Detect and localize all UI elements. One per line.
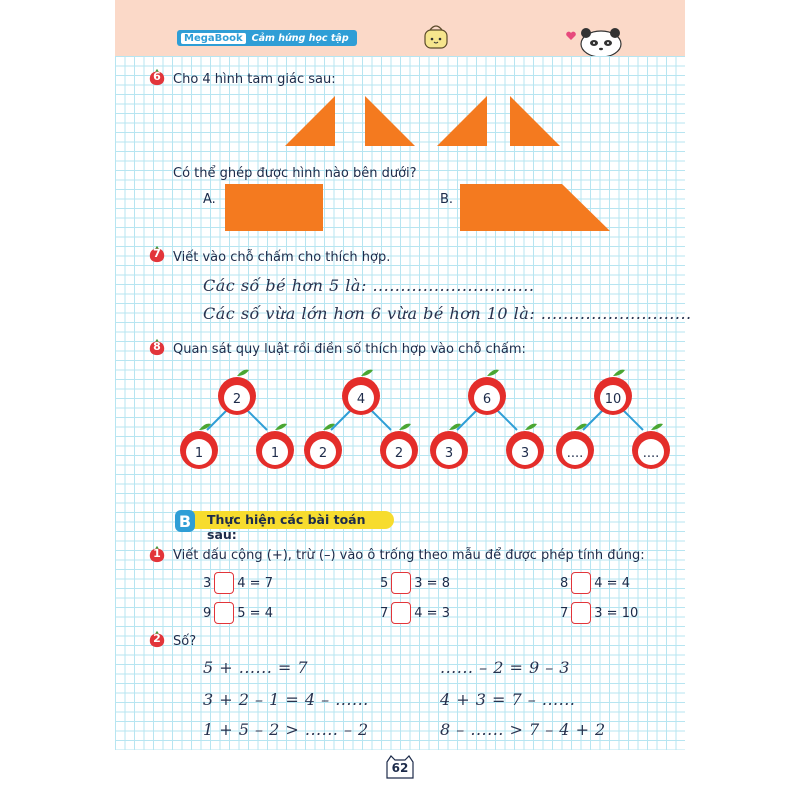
apple-number: 10 [604, 392, 622, 407]
tree-branch [583, 408, 605, 430]
question-prompt: Viết vào chỗ chấm cho thích hợp. [173, 250, 391, 265]
operand: 3 [203, 575, 212, 591]
apple [632, 424, 670, 469]
trapezoid-shape [460, 184, 612, 232]
apple [218, 370, 256, 415]
operator-answer-box[interactable] [391, 602, 411, 624]
operand: 9 [203, 605, 212, 621]
apple-number: .... [642, 446, 660, 461]
operator-equation [380, 602, 450, 624]
operator-answer-box[interactable] [571, 602, 591, 624]
operator-equation [203, 602, 273, 624]
triangle-shape [510, 96, 560, 146]
panda-icon [577, 22, 627, 56]
triangle-shape [437, 96, 487, 146]
triangle-shape [365, 96, 415, 146]
brand-banner [177, 30, 357, 46]
apple-number: 2 [394, 446, 404, 461]
apple-number: 1 [270, 446, 280, 461]
apple-number: .... [566, 446, 584, 461]
operator-answer-box[interactable] [214, 602, 234, 624]
option-label-b: B. [440, 192, 454, 207]
operator-equation [380, 572, 450, 594]
rectangle-shape [225, 184, 323, 231]
equation-remainder: 4 = 3 [414, 605, 450, 621]
apple [180, 424, 218, 469]
tree-branch [207, 408, 229, 430]
apple-number: 1 [194, 446, 204, 461]
tree-branch [457, 408, 479, 430]
operand: 7 [560, 605, 569, 621]
apple-number: 3 [444, 446, 454, 461]
math-expression[interactable]: 1 + 5 – 2 > ...... – 2 [203, 720, 369, 739]
equation-remainder: 5 = 4 [237, 605, 273, 621]
math-expression[interactable]: 4 + 3 = 7 – ...... [440, 690, 576, 709]
apple-tree [553, 366, 673, 476]
equation-remainder: 4 = 7 [237, 575, 273, 591]
equation-remainder: 3 = 10 [594, 605, 639, 621]
brand-logo: MegaBook [181, 33, 246, 44]
section-b-icon [173, 508, 199, 534]
option-label-a: A. [203, 192, 216, 207]
fill-line: Các số bé hơn 5 là: ............................. [203, 276, 535, 295]
question-number: 1 [153, 547, 161, 560]
bag-mascot-icon [422, 22, 452, 52]
question-prompt: Số? [173, 634, 197, 649]
tree-branch [621, 408, 643, 430]
question-number: 6 [153, 70, 161, 83]
apple [430, 424, 468, 469]
operand: 5 [380, 575, 389, 591]
apple [256, 424, 294, 469]
apple-number: 4 [356, 392, 366, 407]
triangle-shape [285, 96, 335, 146]
tree-branch [245, 408, 267, 430]
operator-equation [560, 602, 638, 624]
apple [506, 424, 544, 469]
equation-remainder: 3 = 8 [414, 575, 450, 591]
apple [556, 424, 594, 469]
operator-answer-box[interactable] [571, 572, 591, 594]
math-expression[interactable]: 5 + ...... = 7 [203, 658, 309, 677]
tree-branch [331, 408, 353, 430]
question-number: 8 [153, 340, 161, 353]
triangle-shapes [285, 96, 595, 148]
apple [304, 424, 342, 469]
apple [342, 370, 380, 415]
tree-branch [369, 408, 391, 430]
section-header [173, 508, 393, 542]
operator-equation [203, 572, 273, 594]
equation-remainder: 4 = 4 [594, 575, 630, 591]
operator-answer-box[interactable] [214, 572, 234, 594]
apple-tree [301, 366, 421, 476]
apple-number: 2 [232, 392, 242, 407]
apple [594, 370, 632, 415]
tree-branch [495, 408, 517, 430]
question-prompt: Quan sát quy luật rồi điền số thích hợp vào chỗ chấm: [173, 342, 526, 357]
math-expression[interactable]: 8 – ...... > 7 – 4 + 2 [440, 720, 606, 739]
workbook-page [115, 0, 692, 800]
apple-tree [177, 366, 297, 476]
math-expression[interactable]: ...... – 2 = 9 – 3 [440, 658, 570, 677]
apple [380, 424, 418, 469]
question-text: Có thể ghép được hình nào bên dưới? [173, 166, 417, 181]
section-title: Thực hiện các bài toán sau: [207, 512, 366, 542]
brand-slogan: Cảm hứng học tập [251, 32, 349, 44]
apple-number: 6 [482, 392, 492, 407]
operand: 7 [380, 605, 389, 621]
math-expression[interactable]: 3 + 2 – 1 = 4 – ...... [203, 690, 369, 709]
apple-number: 2 [318, 446, 328, 461]
question-prompt: Viết dấu cộng (+), trừ (–) vào ô trống theo mẫu để được phép tính đúng: [173, 548, 645, 563]
question-number: 2 [153, 632, 161, 645]
apple [468, 370, 506, 415]
apple-tree [427, 366, 547, 476]
heart-icon [565, 30, 577, 42]
svg-text:B: B [178, 512, 192, 531]
page-number: 62 [391, 761, 409, 775]
question-prompt: Cho 4 hình tam giác sau: [173, 72, 336, 87]
operand: 8 [560, 575, 569, 591]
operator-equation [560, 572, 630, 594]
operator-answer-box[interactable] [391, 572, 411, 594]
question-number: 7 [153, 247, 161, 260]
fill-line: Các số vừa lớn hơn 6 vừa bé hơn 10 là: ........................... [203, 304, 692, 323]
apple-number: 3 [520, 446, 530, 461]
